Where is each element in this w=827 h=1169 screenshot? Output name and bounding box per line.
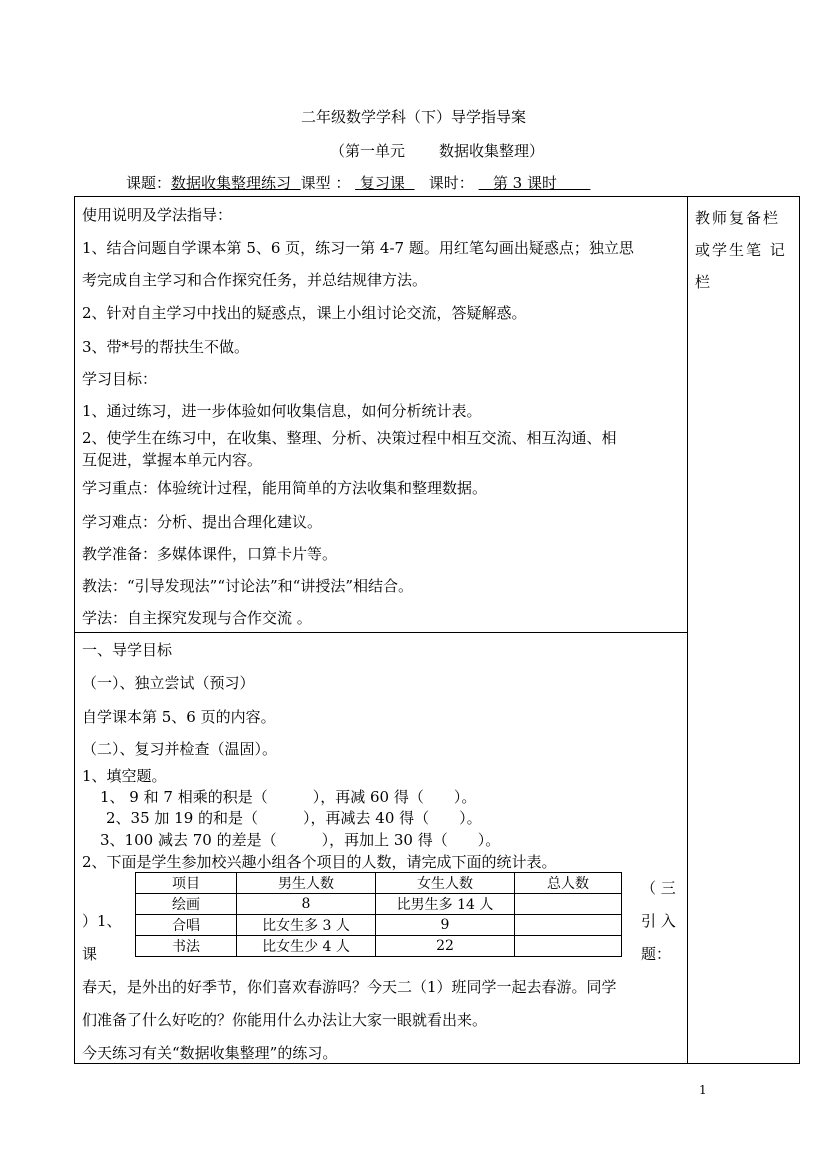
table-header-cell: 女生人数 bbox=[376, 873, 515, 894]
table-row bbox=[136, 936, 622, 957]
table-header-cell: 项目 bbox=[136, 873, 237, 894]
unit-subtitle bbox=[330, 140, 544, 161]
table-cell bbox=[515, 894, 622, 915]
table-cell bbox=[515, 915, 622, 936]
section-heading: 一、导学目标 bbox=[82, 641, 173, 659]
objective-line: 2、使学生在练习中，在收集、整理、分析、决策过程中相互交流、相互沟通、相 bbox=[82, 429, 617, 447]
fragment-left: 课 bbox=[82, 945, 98, 963]
page-title: 二年级数学学科（下）导学指导案 bbox=[300, 108, 526, 126]
subsection-heading: （二）、复习并检查（温固）。 bbox=[82, 740, 278, 758]
difficulty: 学习难点：分析、提出合理化建议。 bbox=[82, 513, 323, 531]
table-cell: 9 bbox=[376, 915, 515, 936]
subsection-heading: （一）、独立尝试（预习） bbox=[82, 674, 255, 692]
teaching-method: 教法：“引导发现法”“讨论法”和“讲授法”相结合。 bbox=[82, 577, 414, 595]
table-cell: 比女生多 3 人 bbox=[237, 915, 376, 936]
table-cell: 22 bbox=[376, 936, 515, 957]
table-cell: 比男生多 14 人 bbox=[376, 894, 515, 915]
table-cell: 8 bbox=[237, 894, 376, 915]
topic-value: 数据收集整理练习 bbox=[171, 174, 292, 192]
table-row bbox=[136, 894, 622, 915]
page-number: 1 bbox=[699, 1083, 707, 1097]
fragment-right: 题： bbox=[641, 945, 672, 963]
type-value: 复习课 bbox=[359, 174, 405, 192]
instruction-line: 3、带*号的帮扶生不做。 bbox=[82, 338, 250, 356]
topic-label: 课题： bbox=[126, 174, 172, 192]
period-value: 第 3 课时 bbox=[492, 174, 557, 192]
key-point: 学习重点：体验统计过程，能用简单的方法收集和整理数据。 bbox=[82, 479, 488, 497]
side-note-line: 教师复备栏 bbox=[695, 209, 781, 227]
intro-paragraph-line: 春天，是外出的好季节，你们喜欢春游吗？今天二（1）班同学一起去春游。同学 bbox=[82, 978, 617, 996]
objectives-heading: 学习目标： bbox=[82, 370, 158, 388]
learning-method: 学法：自主探究发现与合作交流 。 bbox=[82, 609, 312, 627]
preview-task: 自学课本第 5、6 页的内容。 bbox=[82, 708, 276, 726]
table-header-cell: 男生人数 bbox=[237, 873, 376, 894]
exercise-heading: 1、填空题。 bbox=[82, 767, 167, 785]
table-row bbox=[136, 915, 622, 936]
table-cell: 比女生少 4 人 bbox=[237, 936, 376, 957]
table-exercise-heading: 2、下面是学生参加校兴趣小组各个项目的人数，请完成下面的统计表。 bbox=[82, 853, 557, 871]
instruction-line: 1、结合问题自学课本第 5、6 页，练习一第 4-7 题。用红笔勾画出疑惑点；独立思 bbox=[82, 239, 634, 257]
instructions-heading: 使用说明及学法指导： bbox=[82, 206, 233, 224]
side-note-line: 栏 bbox=[695, 273, 713, 291]
side-note-line: 或学生笔 记 bbox=[695, 241, 787, 259]
intro-paragraph-line: 们准备了什么好吃的？你能用什么办法让大家一眼就看出来。 bbox=[82, 1011, 488, 1029]
table-cell: 绘画 bbox=[136, 894, 237, 915]
instruction-line: 考完成自主学习和合作探究任务，并总结规律方法。 bbox=[82, 271, 428, 289]
preparation: 教学准备：多媒体课件，口算卡片等。 bbox=[82, 545, 338, 563]
fill-blank-item: 1、 9 和 7 相乘的积是（ ），再减 60 得（ ）。 bbox=[100, 788, 477, 806]
objective-line: 1、通过练习，进一步体验如何收集信息，如何分析统计表。 bbox=[82, 402, 482, 420]
fragment-left: ）1、 bbox=[82, 912, 122, 930]
fragment-right: 引 入 bbox=[641, 912, 676, 930]
column-divider bbox=[687, 196, 688, 1064]
objective-line: 互促进，掌握本单元内容。 bbox=[82, 451, 263, 469]
stats-table bbox=[135, 872, 622, 957]
unit-name: 数据收集整理） bbox=[439, 142, 545, 160]
teacher-notes-column bbox=[695, 202, 795, 298]
period-label: 课时： bbox=[428, 174, 474, 192]
lesson-meta bbox=[126, 172, 590, 193]
fill-blank-item: 3、100 减去 70 的差是（ ），再加上 30 得（ ）。 bbox=[100, 831, 501, 849]
section-divider bbox=[74, 632, 688, 633]
table-header-row bbox=[136, 873, 622, 894]
instruction-line: 2、针对自主学习中找出的疑惑点，课上小组讨论交流，答疑解惑。 bbox=[82, 304, 527, 322]
type-label: 课型 ： bbox=[300, 174, 351, 192]
table-cell bbox=[515, 936, 622, 957]
fragment-right: （ 三 bbox=[641, 879, 676, 897]
table-cell: 书法 bbox=[136, 936, 237, 957]
fill-blank-item: 2、35 加 19 的和是（ ），再减去 40 得（ ）。 bbox=[106, 809, 482, 827]
table-cell: 合唱 bbox=[136, 915, 237, 936]
intro-paragraph-line: 今天练习有关“数据收集整理”的练习。 bbox=[82, 1044, 338, 1062]
table-header-cell: 总人数 bbox=[515, 873, 622, 894]
unit-label: （第一单元 bbox=[330, 142, 406, 160]
